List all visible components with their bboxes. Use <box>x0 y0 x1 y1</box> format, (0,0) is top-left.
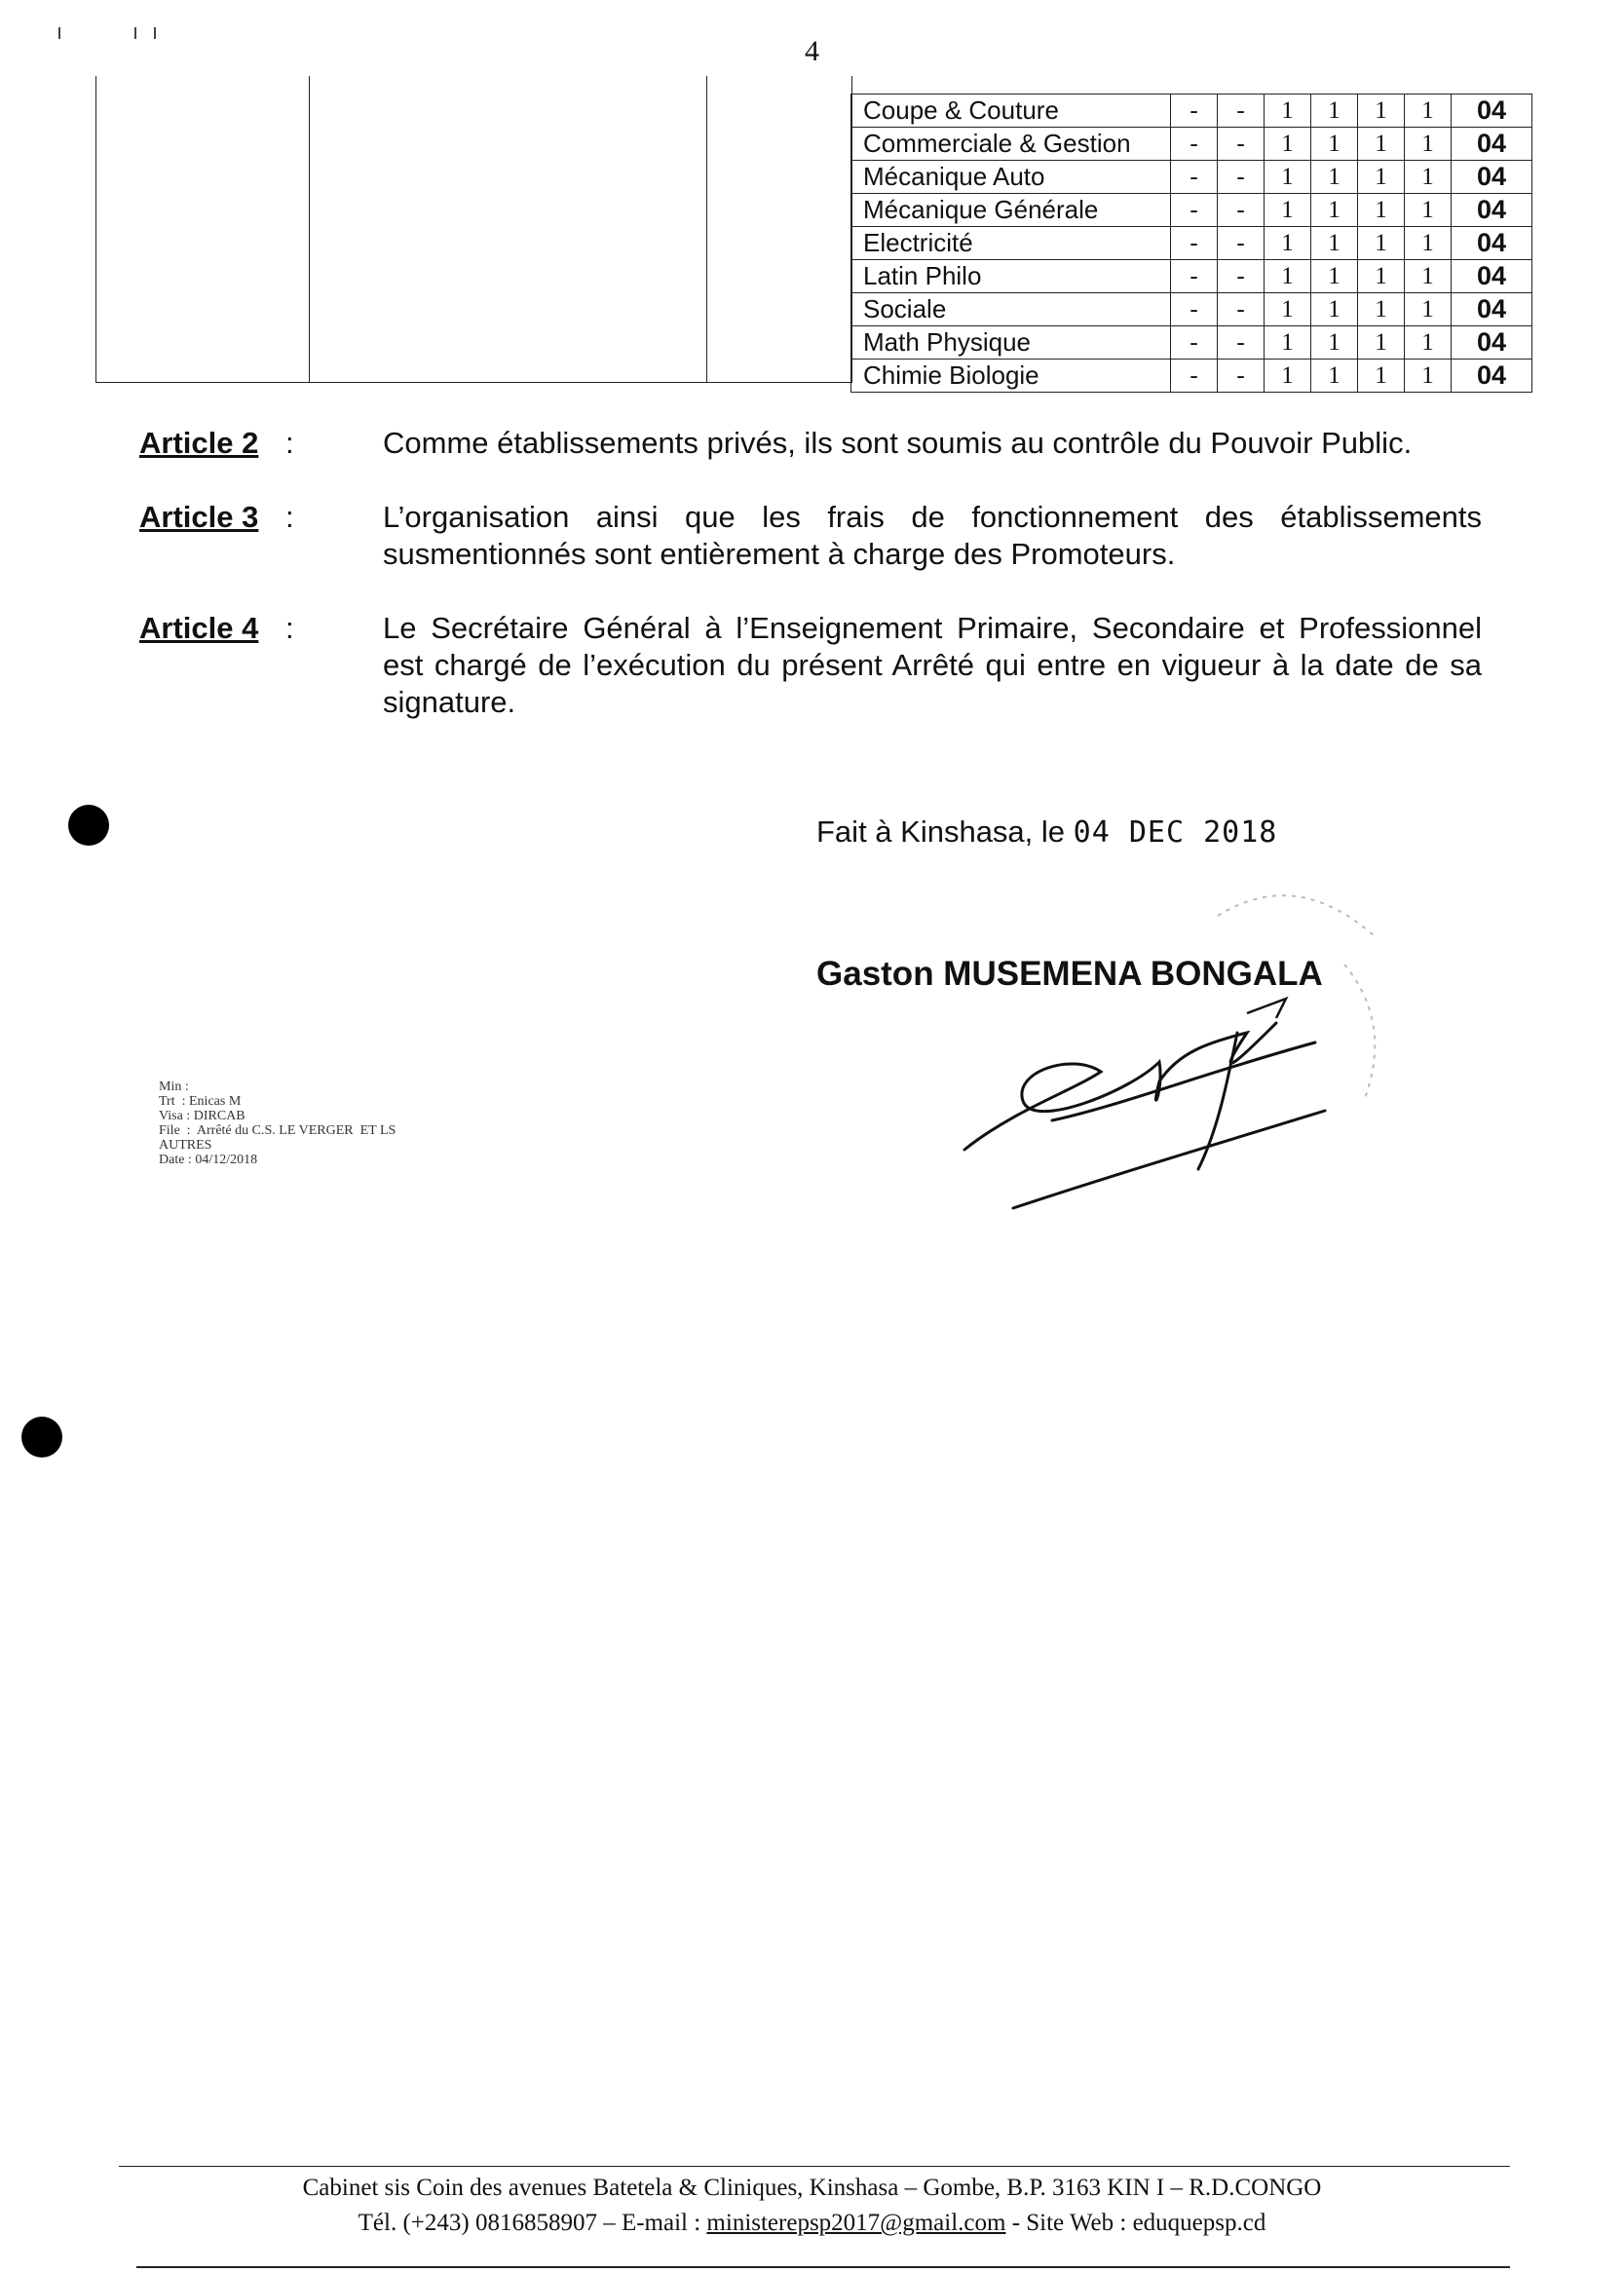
level-count-cell: 1 <box>1405 128 1452 161</box>
total-cell: 04 <box>1452 128 1532 161</box>
reference-line: Min : <box>159 1080 189 1094</box>
handwritten-signature <box>955 994 1344 1228</box>
level-count-cell: - <box>1171 227 1218 260</box>
level-count-cell: - <box>1171 95 1218 128</box>
level-count-cell: 1 <box>1311 128 1358 161</box>
level-count-cell: 1 <box>1311 161 1358 194</box>
level-count-cell: - <box>1171 360 1218 393</box>
total-cell: 04 <box>1452 360 1532 393</box>
option-name-cell: Latin Philo <box>851 260 1171 293</box>
option-name-cell: Chimie Biologie <box>851 360 1171 393</box>
level-count-cell: - <box>1218 326 1265 360</box>
level-count-cell: - <box>1171 161 1218 194</box>
level-count-cell: 1 <box>1311 260 1358 293</box>
column-divider <box>309 76 310 382</box>
article-text: Le Secrétaire Général à l’Enseignement Primaire, Secondaire et Professionnel est chargé de l’exécution du présent Arrêté qui entre en vigueur à la date de sa signature. <box>383 611 1482 719</box>
level-count-cell: - <box>1218 161 1265 194</box>
table-left-empty-columns <box>95 76 852 383</box>
footer-divider <box>119 2166 1510 2167</box>
place-and-date <box>816 814 1277 850</box>
level-count-cell: 1 <box>1265 95 1311 128</box>
total-cell: 04 <box>1452 95 1532 128</box>
table-row <box>851 128 1532 161</box>
reference-line: Visa : DIRCAB <box>159 1109 245 1123</box>
level-count-cell: - <box>1218 194 1265 227</box>
total-cell: 04 <box>1452 293 1532 326</box>
level-count-cell: - <box>1218 227 1265 260</box>
level-count-cell: 1 <box>1358 360 1405 393</box>
level-count-cell: 1 <box>1311 95 1358 128</box>
punch-hole-mark <box>21 1417 62 1458</box>
total-cell: 04 <box>1452 260 1532 293</box>
table-row <box>851 360 1532 393</box>
level-count-cell: 1 <box>1358 326 1405 360</box>
level-count-cell: - <box>1171 293 1218 326</box>
level-count-cell: 1 <box>1358 260 1405 293</box>
article-label: Article 3 <box>139 500 259 534</box>
level-count-cell: 1 <box>1311 326 1358 360</box>
footer-address: Cabinet sis Coin des avenues Batetela & Cliniques, Kinshasa – Gombe, B.P. 3163 KIN I – R.D.CONGO <box>302 2175 1322 2201</box>
level-count-cell: - <box>1171 326 1218 360</box>
level-count-cell: - <box>1218 95 1265 128</box>
level-count-cell: 1 <box>1405 95 1452 128</box>
level-count-cell: 1 <box>1405 161 1452 194</box>
column-divider <box>706 76 707 382</box>
table-row <box>851 194 1532 227</box>
reference-line: AUTRES <box>159 1138 212 1153</box>
level-count-cell: 1 <box>1265 360 1311 393</box>
article-label: Article 2 <box>139 426 259 460</box>
article-colon: : <box>285 611 294 645</box>
level-count-cell: - <box>1171 128 1218 161</box>
option-name-cell: Commerciale & Gestion <box>851 128 1171 161</box>
level-count-cell: 1 <box>1405 227 1452 260</box>
reference-line: Date : 04/12/2018 <box>159 1153 258 1167</box>
article-colon: : <box>285 426 294 460</box>
article-3 <box>139 499 1484 577</box>
footer-website: - Site Web : eduquepsp.cd <box>1011 2210 1266 2236</box>
article-label: Article 4 <box>139 611 259 645</box>
table-row <box>851 260 1532 293</box>
level-count-cell: 1 <box>1358 161 1405 194</box>
footer-email-link[interactable]: ministerepsp2017@gmail.com <box>706 2210 1006 2236</box>
table-row <box>851 293 1532 326</box>
level-count-cell: 1 <box>1358 95 1405 128</box>
article-text: L’organisation ainsi que les frais de fonctionnement des établissements susmentionnés sont entièrement à charge des Promoteurs. <box>383 500 1482 571</box>
article-text: Comme établissements privés, ils sont soumis au contrôle du Pouvoir Public. <box>383 426 1413 460</box>
level-count-cell: - <box>1171 194 1218 227</box>
level-count-cell: - <box>1218 128 1265 161</box>
level-count-cell: 1 <box>1265 260 1311 293</box>
level-count-cell: 1 <box>1358 293 1405 326</box>
option-name-cell: Mécanique Générale <box>851 194 1171 227</box>
place-text: Fait à Kinshasa, le <box>816 814 1066 849</box>
option-name-cell: Mécanique Auto <box>851 161 1171 194</box>
options-table <box>850 94 1532 393</box>
level-count-cell: - <box>1218 293 1265 326</box>
reference-line: Trt : Enicas M <box>159 1094 242 1109</box>
level-count-cell: 1 <box>1405 293 1452 326</box>
table-row <box>851 227 1532 260</box>
option-name-cell: Electricité <box>851 227 1171 260</box>
level-count-cell: 1 <box>1265 293 1311 326</box>
signatory-name: Gaston MUSEMENA BONGALA <box>816 955 1323 993</box>
table-row <box>851 326 1532 360</box>
level-count-cell: 1 <box>1358 194 1405 227</box>
article-4 <box>139 610 1484 727</box>
table-row <box>851 95 1532 128</box>
table-row <box>851 161 1532 194</box>
level-count-cell: 1 <box>1311 227 1358 260</box>
article-2 <box>139 425 1484 464</box>
level-count-cell: 1 <box>1265 161 1311 194</box>
option-name-cell: Coupe & Couture <box>851 95 1171 128</box>
level-count-cell: 1 <box>1405 194 1452 227</box>
punch-hole-mark <box>68 805 109 846</box>
option-name-cell: Math Physique <box>851 326 1171 360</box>
article-colon: : <box>285 500 294 534</box>
level-count-cell: - <box>1218 260 1265 293</box>
total-cell: 04 <box>1452 227 1532 260</box>
reference-line: File : Arrêté du C.S. LE VERGER ET LS <box>159 1123 397 1138</box>
option-name-cell: Sociale <box>851 293 1171 326</box>
total-cell: 04 <box>1452 194 1532 227</box>
level-count-cell: 1 <box>1358 227 1405 260</box>
date-stamp: 04 DEC 2018 <box>1073 815 1278 850</box>
internal-references <box>159 1080 471 1167</box>
total-cell: 04 <box>1452 161 1532 194</box>
level-count-cell: 1 <box>1311 194 1358 227</box>
level-count-cell: 1 <box>1405 260 1452 293</box>
level-count-cell: 1 <box>1265 326 1311 360</box>
level-count-cell: 1 <box>1405 326 1452 360</box>
total-cell: 04 <box>1452 326 1532 360</box>
level-count-cell: 1 <box>1265 128 1311 161</box>
level-count-cell: 1 <box>1405 360 1452 393</box>
level-count-cell: 1 <box>1311 360 1358 393</box>
level-count-cell: - <box>1171 260 1218 293</box>
footer-phone: Tél. (+243) 0816858907 – E-mail : <box>358 2210 701 2236</box>
level-count-cell: 1 <box>1265 194 1311 227</box>
level-count-cell: 1 <box>1265 227 1311 260</box>
level-count-cell: 1 <box>1311 293 1358 326</box>
footer-contact <box>0 2210 1624 2237</box>
footer-bottom-rule <box>136 2266 1510 2268</box>
page-number: 4 <box>805 35 819 67</box>
level-count-cell: 1 <box>1358 128 1405 161</box>
level-count-cell: - <box>1218 360 1265 393</box>
